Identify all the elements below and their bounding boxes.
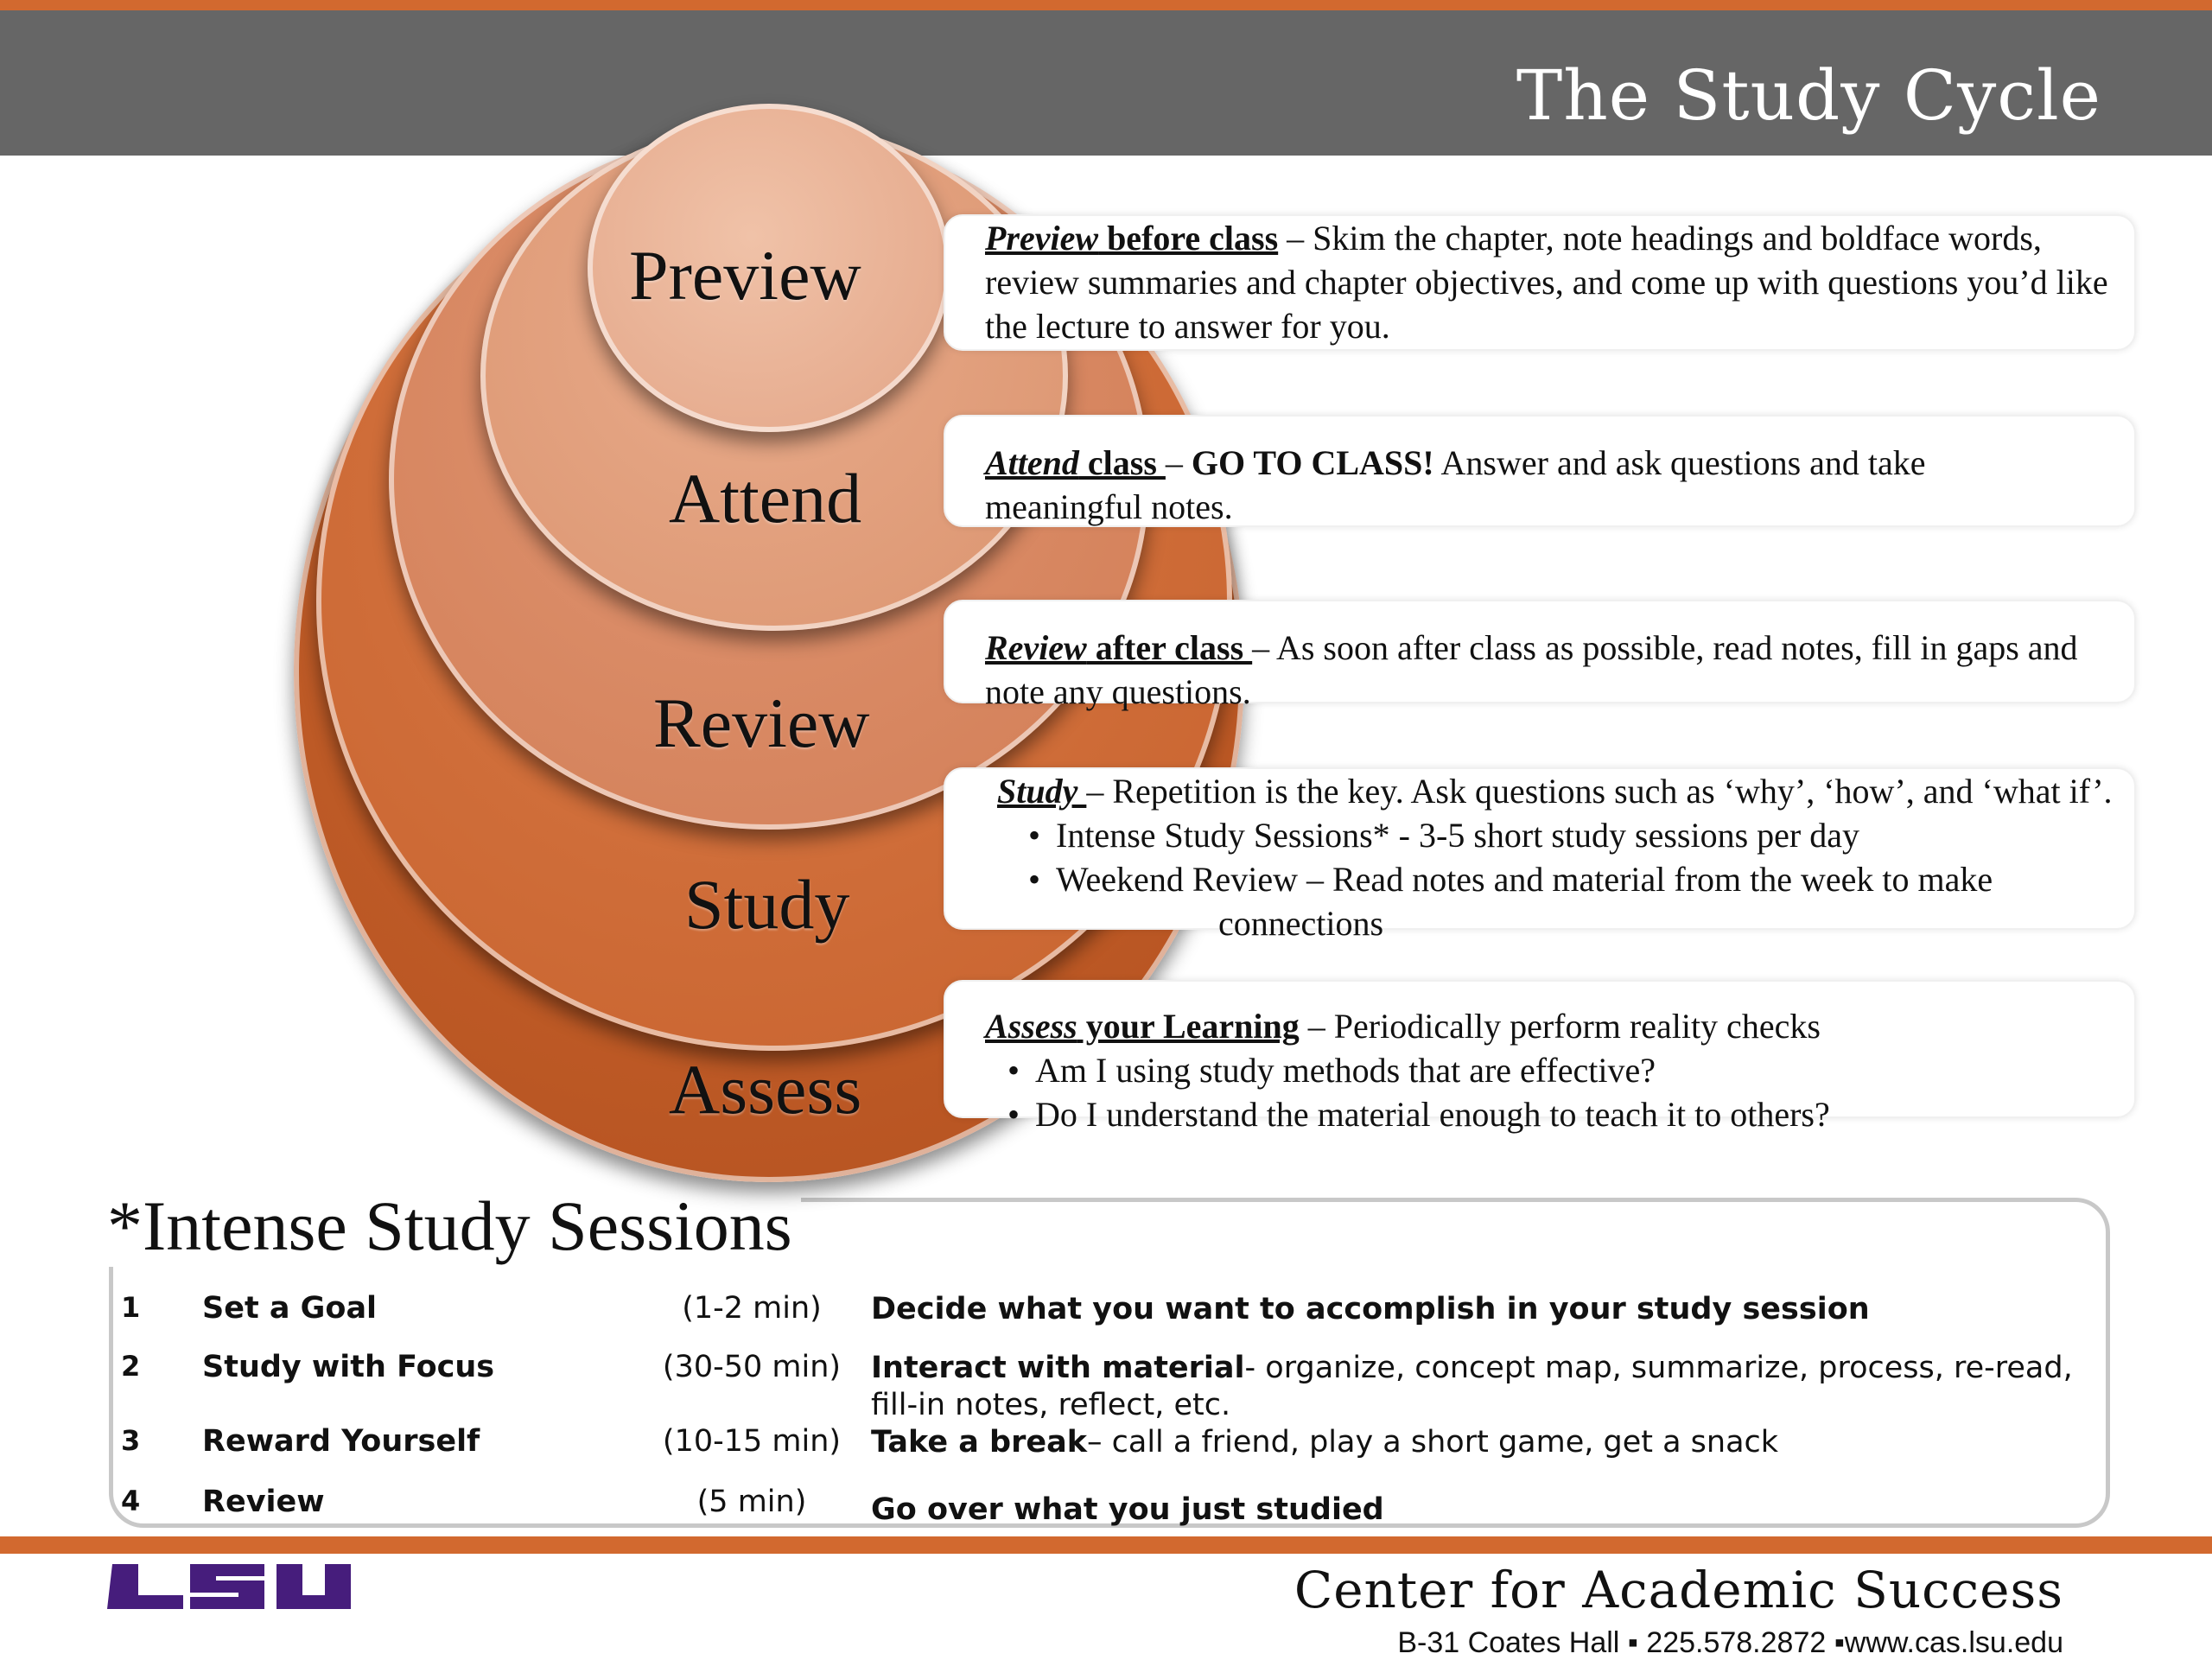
stage-label-review: Review [653,684,870,762]
attend-description: Attend class – GO TO CLASS! Answer and ask questions and take meaningful notes. [985,443,1926,526]
session-number: 2 [121,1350,141,1383]
preview-description: Preview before class – Skim the chapter, note headings and boldface words, review summaries and chapter objectives, and come up with questions you’d like the lecture to answer for you. [985,219,2108,346]
stage-label-assess: Assess [669,1050,862,1129]
stage-label-preview: Preview [629,236,861,315]
assess-bullet: • Do I understand the material enough to teach it to others? [1002,1092,2134,1136]
study-bullet-continuation: connections [1218,904,1384,943]
study-description: Study – Repetition is the key. Ask questions such as ‘why’, ‘how’, and ‘what if’. • Intense Study Sessions* - 3-5 short study sessions per day • Weekend Review – Read notes and material from the week to make connections [997,769,2146,945]
study-bullet: • Intense Study Sessions* - 3-5 short study sessions per day [1023,813,2146,857]
session-number: 3 [121,1424,141,1457]
session-step: Review [202,1485,325,1519]
session-detail: Go over what you just studied [871,1492,1384,1527]
assess-description: Assess your Learning – Periodically perform reality checks • Am I using study methods that are effective? • Do I understand the material enough to teach it to others? [985,1004,2134,1136]
session-step: Set a Goal [202,1291,378,1326]
footer-accent-bar [0,1536,2212,1554]
study-bullet: • Weekend Review – Read notes and material from the week to make [1023,857,2146,901]
stage-label-study: Study [684,865,850,944]
assess-bullet: • Am I using study methods that are effective? [1002,1048,2134,1092]
session-number: 1 [121,1291,141,1324]
center-address: B-31 Coates Hall ▪ 225.578.2872 ▪www.cas.lsu.edu [1397,1626,2063,1659]
session-step: Study with Focus [202,1350,495,1384]
center-name: Center for Academic Success [1294,1561,2063,1619]
lsu-logo [107,1562,358,1615]
session-detail: Decide what you want to accomplish in your study session [871,1292,1870,1326]
intense-sessions-title: *Intense Study Sessions [107,1186,801,1267]
review-description: Review after class – As soon after class as possible, read notes, fill in gaps and note any questions. [985,628,2078,711]
session-step: Reward Yourself [202,1424,480,1459]
page-title: The Study Cycle [1516,55,2101,136]
session-time: (10-15 min) [662,1424,842,1459]
session-time: (1-2 min) [682,1291,822,1326]
session-time: (30-50 min) [662,1350,842,1384]
stage-label-attend: Attend [669,459,862,537]
session-detail: Interact with material- organize, concept map, summarize, process, re-read, fill-in notes, reflect, etc. [871,1351,2073,1422]
session-number: 4 [121,1485,141,1517]
session-time: (5 min) [696,1485,807,1519]
session-detail: Take a break– call a friend, play a short game, get a snack [871,1425,1779,1460]
lsu-logo-mark [107,1562,358,1611]
